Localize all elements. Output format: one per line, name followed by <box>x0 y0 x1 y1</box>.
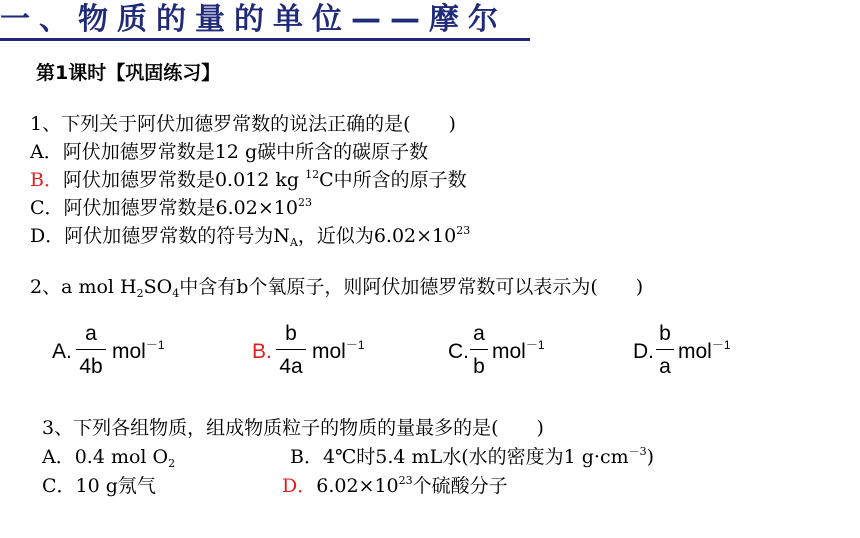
q1-option-c-text: C．阿伏加德罗常数是6.02×10 <box>30 197 298 219</box>
fraction-bar <box>470 349 488 350</box>
q2-option-b-letter: B. <box>252 340 272 363</box>
q1-option-c-sup: 23 <box>297 196 312 209</box>
q2-option-d <box>633 320 783 390</box>
q2-option-d-letter: D. <box>633 340 654 363</box>
q2-option-c <box>448 320 598 390</box>
q2-option-c-letter: C. <box>448 340 469 363</box>
q1-option-c <box>30 194 312 222</box>
q1-option-d-text-pre: D．阿伏加德罗常数的符号为N <box>30 225 290 247</box>
q3-option-d <box>282 472 508 500</box>
q1-option-b-text-pre: 阿伏加德罗常数是0.012 kg <box>62 169 306 191</box>
q1-option-d-text-mid: ，近似为6.02×10 <box>297 225 457 247</box>
q1-stem: 1、下列关于阿伏加德罗常数的说法正确的是( ) <box>30 113 456 135</box>
q3-option-d-sup: 23 <box>398 474 413 487</box>
q3-option-d-text-pre: 6.02×10 <box>316 475 399 497</box>
q2-option-c-unit-text: mol <box>492 340 526 363</box>
q2-sub-2: 4 <box>172 287 180 300</box>
q2-stem-post: 中含有b个氧原子，则阿伏加德罗常数可以表示为( ) <box>179 276 644 298</box>
q2-option-d-exp: －1 <box>711 338 731 352</box>
q3-option-a <box>42 443 175 471</box>
q2-option-b-numerator: b <box>285 322 297 345</box>
q3-option-d-text-post: 个硫酸分子 <box>412 475 508 497</box>
q2-stem <box>30 273 643 301</box>
q2-option-a <box>52 320 202 390</box>
q1-option-b-letter: B． <box>30 169 63 191</box>
q2-option-a-fraction <box>76 320 106 383</box>
q2-option-c-fraction <box>470 320 488 383</box>
q2-option-d-denominator: a <box>659 355 671 378</box>
q2-option-a-exp: －1 <box>145 338 165 352</box>
q2-option-b-unit-text: mol <box>312 340 346 363</box>
q2-option-c-exp: －1 <box>525 338 545 352</box>
q3-option-b <box>290 443 654 471</box>
q2-option-c-unit <box>492 340 545 364</box>
q2-option-b-exp: －1 <box>345 338 365 352</box>
q1-option-b-sup: 12 <box>305 168 320 181</box>
q2-option-c-numerator: a <box>473 322 485 345</box>
q1-option-d-sub: A <box>289 236 298 249</box>
q3-option-b-text-post: ) <box>646 446 655 468</box>
fraction-bar <box>76 349 106 350</box>
q2-stem-mid: SO <box>143 276 173 298</box>
q2-option-d-unit-text: mol <box>678 340 712 363</box>
q3-option-b-text-pre: B．4℃时5.4 mL水(水的密度为1 g·cm <box>290 446 629 468</box>
fraction-bar <box>656 349 674 350</box>
q1-option-d-sup: 23 <box>456 224 471 237</box>
q1-option-b-text-post: C中所含的原子数 <box>319 169 467 191</box>
q2-sub-1: 2 <box>136 287 144 300</box>
q2-option-a-unit-text: mol <box>112 340 146 363</box>
q2-option-a-unit <box>112 340 165 364</box>
title-underline <box>0 38 530 41</box>
q1-option-b <box>30 166 467 194</box>
q3-option-d-letter: D． <box>282 475 317 497</box>
q3-stem: 3、下列各组物质，组成物质粒子的物质的量最多的是( ) <box>42 417 544 439</box>
fraction-bar <box>276 349 306 350</box>
q2-option-b-fraction <box>276 320 306 383</box>
q2-option-a-numerator: a <box>85 322 97 345</box>
q2-option-b <box>252 320 402 390</box>
lesson-subtitle: 第1课时【巩固练习】 <box>36 62 221 84</box>
q1-option-a: A．阿伏加德罗常数是12 g碳中所含的碳原子数 <box>30 141 429 163</box>
q1-option-d <box>30 222 470 250</box>
q3-option-c: C．10 g氖气 <box>42 475 156 497</box>
page-title: 一、物质的量的单位——摩尔 <box>0 2 507 37</box>
q2-option-d-fraction <box>656 320 674 383</box>
q3-option-a-sub: 2 <box>168 457 176 470</box>
q3-option-b-sup: －3 <box>628 445 647 458</box>
q2-option-c-denominator: b <box>473 355 485 378</box>
q2-option-d-numerator: b <box>659 322 671 345</box>
q2-option-b-unit <box>312 340 365 364</box>
q3-option-a-text: A．0.4 mol O <box>42 446 169 468</box>
q2-option-b-denominator: 4a <box>279 355 303 378</box>
q2-option-a-denominator: 4b <box>79 355 103 378</box>
q2-option-a-letter: A. <box>52 340 72 363</box>
q2-option-d-unit <box>678 340 731 364</box>
q2-stem-pre: 2、a mol H <box>30 276 137 298</box>
